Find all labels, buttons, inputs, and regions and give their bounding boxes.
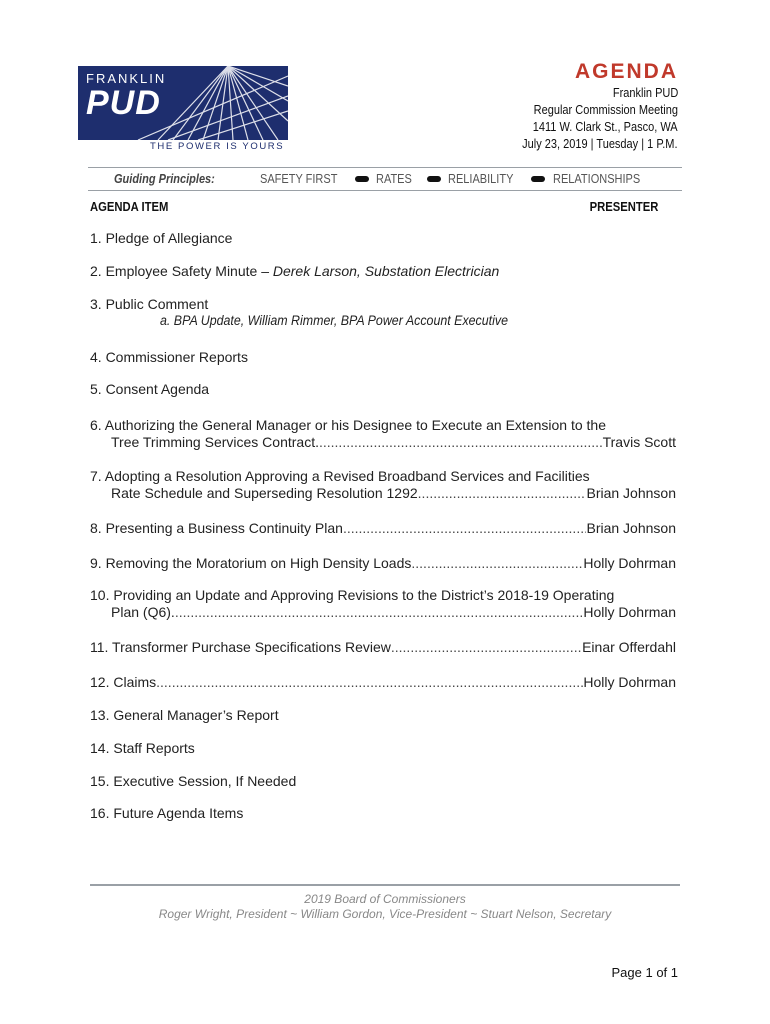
leader-dots <box>411 555 583 571</box>
agenda-item-4: 4. Commissioner Reports <box>90 349 248 365</box>
logo-panel <box>78 66 288 140</box>
agenda-item-9-presenter: Holly Dohrman <box>583 555 676 571</box>
agenda-item-2 <box>90 263 499 279</box>
agenda-item-5: 5. Consent Agenda <box>90 381 210 397</box>
principles-label: Guiding Principles: <box>114 172 215 186</box>
agenda-item-13: 13. General Manager’s Report <box>90 707 279 723</box>
principle-rates: RATES <box>376 172 412 186</box>
guiding-principles-bar <box>88 171 682 189</box>
agenda-item-12-text: 12. Claims <box>90 674 157 690</box>
logo-tagline: THE POWER IS YOURS <box>150 141 285 152</box>
agenda-item-7-line1: 7. Adopting a Resolution Approving a Revised Broadband Services and Facilities <box>90 468 590 484</box>
agenda-item-14: 14. Staff Reports <box>90 740 195 756</box>
leader-dots <box>418 485 587 501</box>
presenter-heading: PRESENTER <box>589 200 658 214</box>
agenda-item-15: 15. Executive Session, If Needed <box>90 773 297 789</box>
page-number: Page 1 of 1 <box>611 965 678 980</box>
agenda-item-2-presenter: Derek Larson, Substation Electrician <box>272 263 500 279</box>
meeting-datetime: July 23, 2019 | Tuesday | 1 P.M. <box>522 137 678 151</box>
leader-dots <box>319 434 603 450</box>
agenda-item-3: 3. Public Comment <box>90 296 209 312</box>
leader-dots <box>343 520 587 536</box>
agenda-item-6-line2 <box>90 434 676 450</box>
agenda-item-3a: a. BPA Update, William Rimmer, BPA Power Account Executive <box>160 313 509 328</box>
principle-bullet <box>427 176 441 182</box>
principle-reliability: RELIABILITY <box>448 172 514 186</box>
franklin-pud-logo <box>78 66 288 152</box>
agenda-item-16: 16. Future Agenda Items <box>90 805 244 821</box>
agenda-item-2-text: 2. Employee Safety Minute – <box>90 263 273 279</box>
agenda-item-11 <box>90 639 676 655</box>
agenda-item-7-presenter: Brian Johnson <box>586 485 676 501</box>
agenda-item-6-text: Tree Trimming Services Contract. <box>111 434 319 450</box>
agenda-item-10-line2 <box>90 604 676 620</box>
agenda-title: AGENDA <box>574 60 678 83</box>
meeting-type: Regular Commission Meeting <box>533 103 678 117</box>
agenda-item-9-text: 9. Removing the Moratorium on High Density Loads <box>90 555 412 571</box>
leader-dots <box>391 639 582 655</box>
logo-pud-text: PUD <box>86 84 161 122</box>
principle-bullet <box>355 176 369 182</box>
agenda-item-1: 1. Pledge of Allegiance <box>90 230 233 246</box>
agenda-item-9 <box>90 555 676 571</box>
footer-rule <box>90 884 680 886</box>
principles-bottom-rule <box>88 190 682 191</box>
agenda-item-6-presenter: Travis Scott <box>602 434 676 450</box>
agenda-item-heading: AGENDA ITEM <box>90 200 169 214</box>
leader-dots <box>175 604 584 620</box>
agenda-item-8-presenter: Brian Johnson <box>586 520 676 536</box>
agenda-item-8-text: 8. Presenting a Business Continuity Plan <box>90 520 343 536</box>
agenda-item-8 <box>90 520 676 536</box>
principle-relationships: RELATIONSHIPS <box>553 172 641 186</box>
leader-dots <box>156 674 583 690</box>
board-heading: 2019 Board of Commissioners <box>304 892 466 906</box>
principle-safety: SAFETY FIRST <box>260 172 338 186</box>
agenda-item-6-line1: 6. Authorizing the General Manager or his Designee to Execute an Extension to the <box>90 417 606 433</box>
agenda-item-11-text: 11. Transformer Purchase Specifications Review <box>90 639 391 655</box>
agenda-item-10-text: Plan (Q6). <box>111 604 175 620</box>
meeting-address: 1411 W. Clark St., Pasco, WA <box>533 120 678 134</box>
agenda-item-12-presenter: Holly Dohrman <box>583 674 676 690</box>
agenda-item-7-line2 <box>90 485 676 501</box>
agenda-item-11-presenter: Einar Offerdahl <box>582 639 676 655</box>
agenda-item-10-line1: 10. Providing an Update and Approving Revisions to the District’s 2018-19 Operating <box>90 587 615 603</box>
logo-franklin-text: FRANKLIN <box>86 71 167 86</box>
board-members: Roger Wright, President ~ William Gordon, Vice-President ~ Stuart Nelson, Secretary <box>158 907 612 921</box>
agenda-item-10-presenter: Holly Dohrman <box>583 604 676 620</box>
org-name: Franklin PUD <box>612 86 678 100</box>
principle-bullet <box>531 176 545 182</box>
agenda-item-7-text: Rate Schedule and Superseding Resolution 1292 <box>111 485 418 501</box>
agenda-item-12 <box>90 674 676 690</box>
principles-top-rule <box>88 167 682 168</box>
